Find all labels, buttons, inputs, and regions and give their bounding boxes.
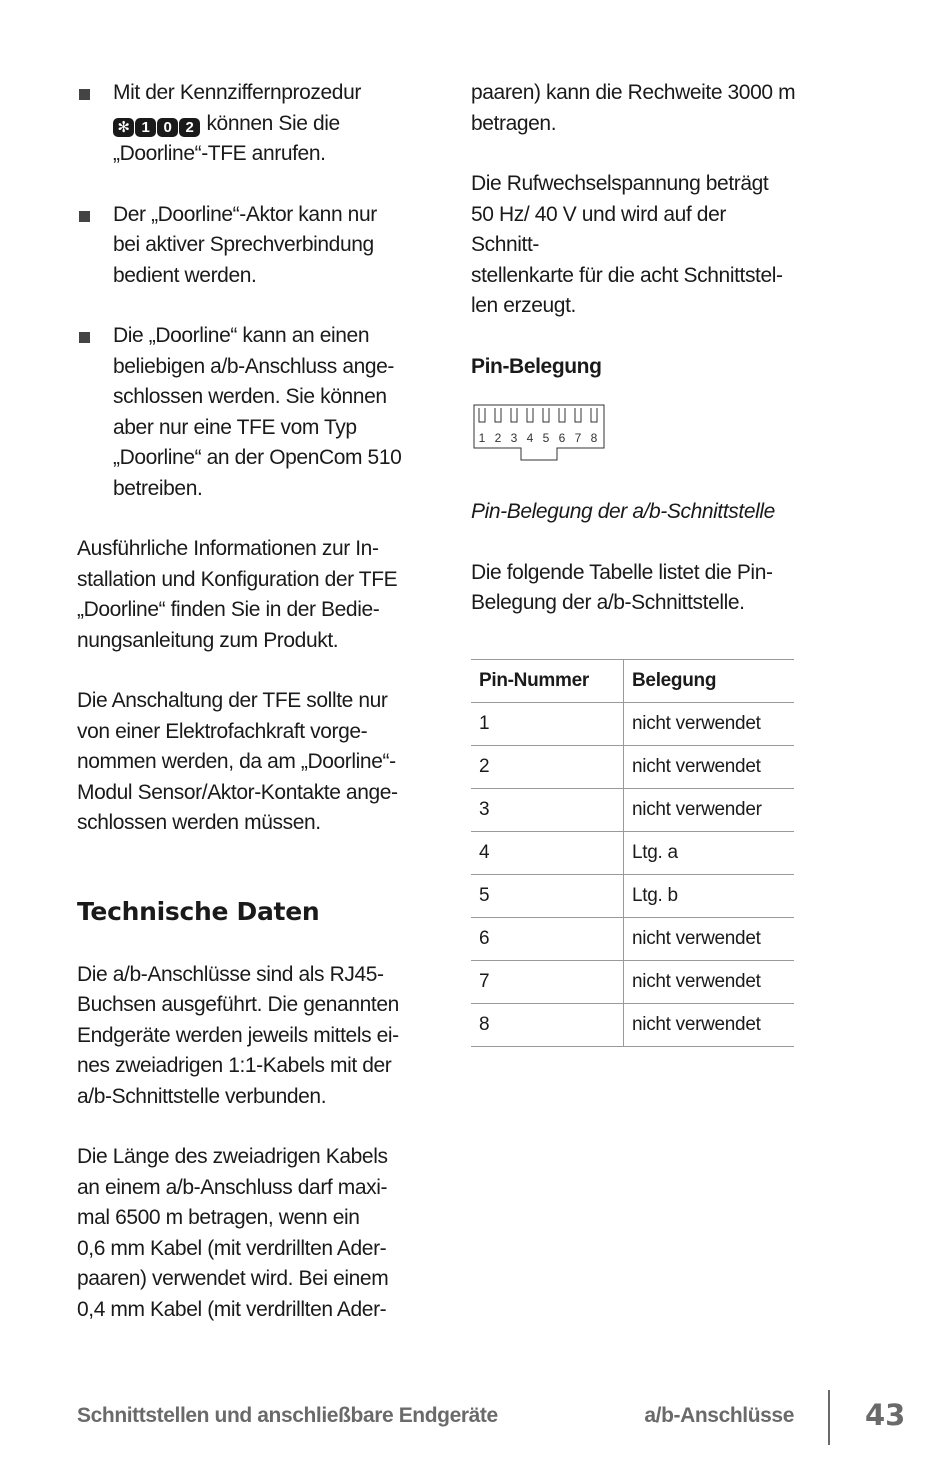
text-line: stallation und Konfiguration der TFE [77, 567, 398, 591]
text-line: nommen werden, da am „Doorline“- [77, 750, 396, 773]
bullet-line: Die „Doorline“ kann an einen [113, 324, 370, 347]
table-row [471, 1003, 794, 1046]
bullet-square-icon [79, 211, 90, 222]
table-cell: 2 [471, 745, 624, 788]
rj45-jack-diagram [471, 404, 796, 473]
text-line: 0,6 mm Kabel (mit verdrillten Ader- [77, 1236, 387, 1260]
text-line: Endgeräte werden jeweils mittels ei- [77, 1023, 399, 1047]
paragraph-anschaltung [77, 686, 407, 839]
text-line: betragen. [471, 111, 557, 135]
table-cell: 6 [471, 917, 624, 960]
table-cell: nicht verwendet [624, 702, 795, 745]
table-row [471, 917, 794, 960]
table-cell: Ltg. b [624, 874, 795, 917]
paragraph-rufwechsel [471, 169, 796, 322]
table-cell: nicht verwender [624, 788, 795, 831]
table-row [471, 831, 794, 874]
pin-label: 6 [558, 431, 566, 445]
bullet-aktor [77, 200, 407, 292]
bullet-kennziffer [77, 78, 407, 170]
page-number: 43 [865, 1398, 906, 1432]
table-header: Pin-Nummer [471, 659, 624, 702]
bullet-line: betreiben. [113, 476, 203, 500]
table-row [471, 960, 794, 1003]
paragraph-rj45 [77, 960, 407, 1113]
bullet-line-with-keys [113, 109, 407, 140]
text-line: a/b-Schnittstelle verbunden. [77, 1084, 327, 1108]
paragraph-rechweite [471, 78, 796, 139]
key-2: 2 [179, 118, 200, 137]
table-row [471, 745, 794, 788]
key-1: 1 [135, 118, 156, 137]
table-cell: 4 [471, 831, 624, 874]
text-line: Ausführliche Informationen zur In- [77, 537, 379, 560]
bullet-line: bedient werden. [113, 263, 257, 287]
text-line: 0,4 mm Kabel (mit verdrillten Ader- [77, 1297, 387, 1321]
figure-caption: Pin-Belegung der a/b-Schnittstelle [471, 500, 775, 523]
text-line: Die Rufwechselspannung beträgt [471, 172, 769, 195]
paragraph-tabelle [471, 558, 796, 619]
section-heading: Technische Daten [77, 896, 320, 926]
bullet-line: Mit der Kennziffernprozedur [113, 81, 361, 104]
footer-chapter: Schnittstellen und anschließbare Endgeräte [77, 1404, 498, 1427]
text-line: nungsanleitung zum Produkt. [77, 628, 339, 652]
table-header: Belegung [624, 659, 795, 702]
table-cell: 8 [471, 1003, 624, 1046]
bullet-square-icon [79, 89, 90, 100]
text-line: schlossen werden müssen. [77, 811, 321, 834]
table-row [471, 874, 794, 917]
text-line: von einer Elektrofachkraft vorge- [77, 719, 368, 743]
text-line: nes zweiadrigen 1:1-Kabels mit der [77, 1054, 392, 1077]
footer-section: a/b-Anschlüsse [644, 1404, 794, 1427]
table-cell: 5 [471, 874, 624, 917]
key-sequence [113, 112, 206, 135]
text-line: paaren) kann die Rechweite 3000 m [471, 81, 796, 104]
pin-label: 1 [478, 431, 486, 445]
text-line: Buchsen ausgeführt. Die genannten [77, 993, 399, 1016]
bullet-anschluss [77, 321, 407, 504]
table-cell: nicht verwendet [624, 745, 795, 788]
text-line: Die a/b-Anschlüsse sind als RJ45- [77, 962, 384, 986]
footer-divider [828, 1390, 830, 1445]
bullet-line: beliebigen a/b-Anschluss ange- [113, 354, 395, 378]
paragraph-kabel [77, 1142, 407, 1325]
text-line: paaren) verwendet wird. Bei einem [77, 1267, 389, 1290]
rj45-jack-icon [471, 404, 607, 468]
bullet-line: schlossen werden. Sie können [113, 385, 387, 408]
bullet-line: bei aktiver Sprechverbindung [113, 233, 374, 256]
bullet-line: Der „Doorline“-Aktor kann nur [113, 202, 377, 226]
pin-label: 7 [574, 431, 582, 445]
text-line: Die Länge des zweiadrigen Kabels [77, 1145, 388, 1168]
table-header-row [471, 659, 794, 702]
table-cell: 1 [471, 702, 624, 745]
text-line: Die Anschaltung der TFE sollte nur [77, 689, 388, 712]
text-line: Modul Sensor/Aktor-Kontakte ange- [77, 780, 398, 804]
text-line: Die folgende Tabelle listet die Pin- [471, 560, 773, 584]
table-cell: nicht verwendet [624, 1003, 795, 1046]
bullet-line-text: können Sie die [206, 111, 340, 135]
bullet-line: „Doorline“-TFE anrufen. [113, 142, 326, 165]
pin-label: 3 [510, 431, 518, 445]
bullet-line: aber nur eine TFE vom Typ [113, 415, 357, 439]
right-column [471, 78, 796, 1047]
table-cell: 7 [471, 960, 624, 1003]
text-line: mal 6500 m betragen, wenn ein [77, 1206, 360, 1229]
pin-belegung-heading: Pin-Belegung [471, 354, 602, 378]
table-cell: 3 [471, 788, 624, 831]
text-line: 50 Hz/ 40 V und wird auf der Schnitt- [471, 202, 726, 256]
table-row [471, 702, 794, 745]
text-line: stellenkarte für die acht Schnittstel- [471, 263, 783, 287]
key-0: 0 [157, 118, 178, 137]
bullet-line: „Doorline“ an der OpenCom 510 [113, 446, 402, 469]
table-cell: nicht verwendet [624, 960, 795, 1003]
pin-table [471, 659, 794, 1047]
table-row [471, 788, 794, 831]
pin-label: 2 [494, 431, 502, 445]
bullet-square-icon [79, 332, 90, 343]
text-line: Belegung der a/b-Schnittstelle. [471, 591, 745, 614]
table-cell: nicht verwendet [624, 917, 795, 960]
table-cell: Ltg. a [624, 831, 795, 874]
paragraph-info [77, 534, 407, 656]
text-line: an einem a/b-Anschluss darf maxi- [77, 1175, 388, 1199]
text-line: „Doorline“ finden Sie in der Bedie- [77, 598, 380, 621]
pin-label: 4 [526, 431, 534, 445]
pin-label: 8 [590, 431, 598, 445]
text-line: len erzeugt. [471, 294, 576, 317]
left-column [77, 78, 407, 1325]
pin-label: 5 [542, 431, 550, 445]
star-key-icon: ✻ [113, 118, 134, 137]
